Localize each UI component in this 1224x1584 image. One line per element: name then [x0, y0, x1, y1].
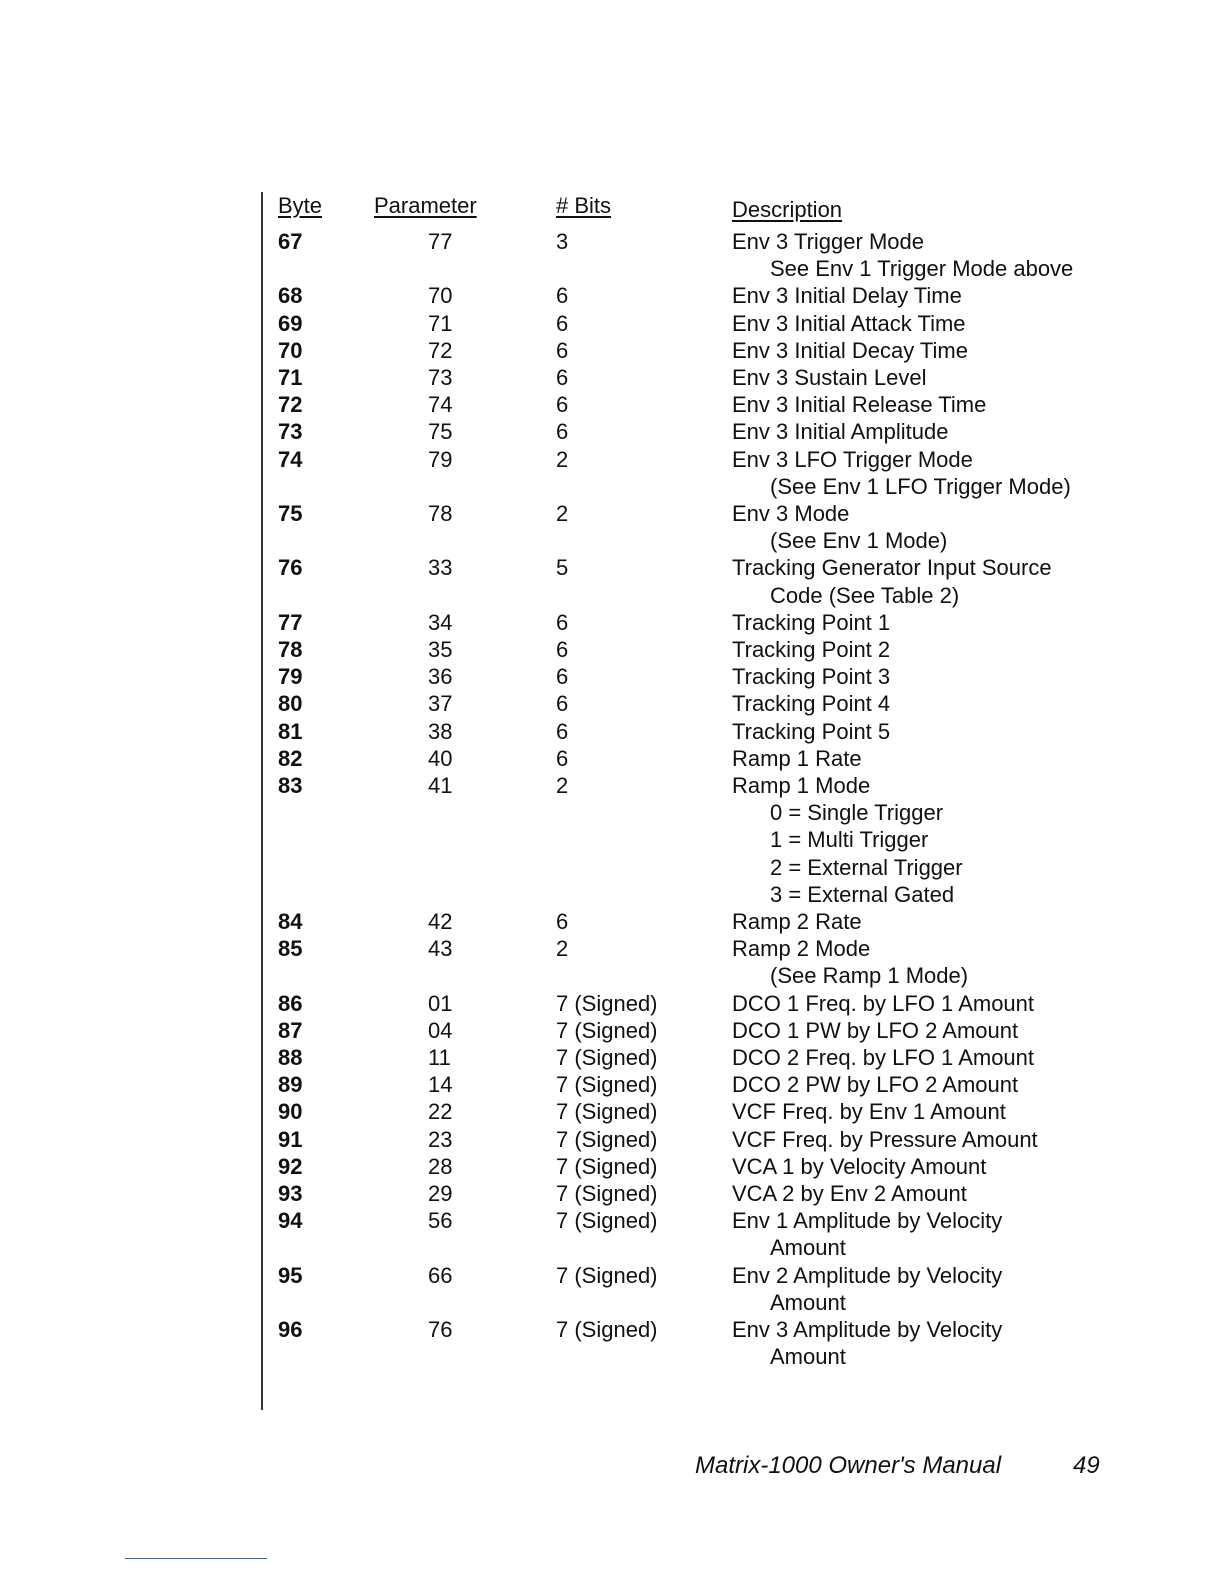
- description-text: Env 3 LFO Trigger Mode: [732, 446, 973, 472]
- byte-cell: 92: [278, 1153, 303, 1179]
- description-note: Code (See Table 2): [770, 582, 960, 608]
- description-cell: [732, 1098, 1006, 1125]
- description-text: VCA 2 by Env 2 Amount: [732, 1181, 967, 1206]
- bits-cell: 7 (Signed): [556, 1181, 658, 1206]
- parameter-cell: 14: [428, 1072, 453, 1098]
- description-text: VCF Freq. by Env 1 Amount: [732, 1099, 1006, 1125]
- byte-cell: 83: [278, 773, 303, 798]
- description-cell: [732, 690, 890, 717]
- bits-cell: 7 (Signed): [556, 1045, 658, 1070]
- description-cell: [732, 1180, 967, 1207]
- description-cell: [732, 1126, 1038, 1153]
- description-cell: [732, 636, 890, 663]
- header-bits: # Bits: [556, 193, 612, 218]
- parameter-cell: 71: [428, 310, 453, 336]
- bits-cell: 7 (Signed): [556, 990, 658, 1016]
- description-cell: [732, 500, 947, 554]
- parameter-cell: 34: [428, 609, 453, 635]
- description-text: Tracking Generator Input Source: [732, 555, 1052, 581]
- byte-cell: 71: [278, 365, 303, 390]
- description-text: Env 3 Amplitude by Velocity: [732, 1317, 1003, 1342]
- parameter-cell: 70: [428, 283, 453, 309]
- parameter-cell: 56: [428, 1208, 453, 1234]
- description-text: Env 3 Initial Release Time: [732, 392, 987, 418]
- description-cell: [732, 1207, 1002, 1261]
- description-text: Ramp 1 Mode: [732, 773, 871, 798]
- byte-cell: 87: [278, 1017, 303, 1043]
- bits-cell: 6: [556, 718, 569, 744]
- description-text: Env 3 Sustain Level: [732, 365, 927, 390]
- bits-cell: 6: [556, 691, 569, 717]
- description-note: 1 = Multi Trigger: [770, 827, 929, 853]
- description-cell: [732, 554, 1052, 608]
- parameter-cell: 79: [428, 446, 453, 472]
- byte-cell: 88: [278, 1045, 303, 1070]
- description-text: Tracking Point 1: [732, 609, 891, 635]
- parameter-cell: 33: [428, 555, 453, 581]
- bits-cell: 7 (Signed): [556, 1072, 658, 1098]
- description-cell: [732, 718, 890, 745]
- description-text: Env 3 Initial Decay Time: [732, 337, 968, 363]
- byte-cell: 91: [278, 1126, 303, 1152]
- byte-cell: 68: [278, 283, 303, 309]
- parameter-cell: 01: [428, 990, 453, 1016]
- header-parameter: Parameter: [374, 193, 477, 218]
- description-note: 2 = External Trigger: [770, 854, 963, 880]
- page-footer: [0, 1452, 1224, 1486]
- description-text: Env 3 Initial Amplitude: [732, 419, 949, 445]
- bits-cell: 6: [556, 337, 569, 363]
- description-note: 3 = External Gated: [770, 881, 955, 907]
- byte-cell: 80: [278, 691, 303, 717]
- bits-cell: 2: [556, 501, 569, 526]
- description-cell: [732, 364, 926, 391]
- byte-cell: 94: [278, 1208, 303, 1234]
- description-text: DCO 1 Freq. by LFO 1 Amount: [732, 990, 1035, 1016]
- description-cell: [732, 310, 966, 337]
- description-cell: [732, 418, 948, 445]
- bits-cell: 7 (Signed): [556, 1099, 658, 1125]
- description-cell: [732, 1262, 1002, 1316]
- parameter-cell: 23: [428, 1126, 453, 1152]
- description-text: Tracking Point 2: [732, 637, 891, 662]
- bits-cell: 7 (Signed): [556, 1262, 658, 1288]
- description-cell: [732, 990, 1034, 1017]
- parameter-cell: 75: [428, 419, 453, 445]
- bits-cell: 7 (Signed): [556, 1126, 658, 1152]
- byte-cell: 95: [278, 1262, 303, 1288]
- byte-cell: 70: [278, 337, 303, 363]
- description-cell: [732, 745, 862, 772]
- parameter-cell: 78: [428, 501, 453, 526]
- bits-cell: 5: [556, 555, 569, 581]
- byte-cell: 89: [278, 1072, 303, 1098]
- description-text: Env 3 Trigger Mode: [732, 229, 924, 254]
- byte-cell: 67: [278, 229, 303, 254]
- description-note: (See Env 1 LFO Trigger Mode): [770, 473, 1071, 499]
- bits-cell: 6: [556, 283, 569, 309]
- parameter-cell: 77: [428, 229, 453, 254]
- description-text: Env 1 Amplitude by Velocity: [732, 1208, 1003, 1234]
- description-note: (See Env 1 Mode): [770, 528, 948, 554]
- description-note: See Env 1 Trigger Mode above: [770, 256, 1074, 282]
- description-note: 0 = Single Trigger: [770, 800, 944, 826]
- footer-title: Matrix-1000 Owner's Manual: [695, 1452, 1002, 1479]
- bits-cell: 6: [556, 365, 569, 390]
- description-text: VCF Freq. by Pressure Amount: [732, 1126, 1038, 1152]
- bits-cell: 6: [556, 609, 569, 635]
- description-note: Amount: [770, 1289, 846, 1315]
- byte-cell: 75: [278, 501, 303, 526]
- bits-cell: 3: [556, 229, 569, 254]
- bits-cell: 6: [556, 419, 569, 445]
- description-cell: [732, 282, 962, 309]
- parameter-cell: 35: [428, 637, 453, 662]
- description-text: Env 3 Initial Delay Time: [732, 283, 962, 309]
- description-text: VCA 1 by Velocity Amount: [732, 1153, 987, 1179]
- bits-cell: 6: [556, 637, 569, 662]
- bits-cell: 7 (Signed): [556, 1317, 658, 1342]
- parameter-cell: 41: [428, 773, 453, 798]
- parameter-cell: 73: [428, 365, 453, 390]
- parameter-cell: 66: [428, 1262, 453, 1288]
- description-text: Ramp 1 Rate: [732, 745, 862, 771]
- byte-cell: 90: [278, 1099, 303, 1125]
- description-text: Env 3 Initial Attack Time: [732, 310, 966, 336]
- description-note: (See Ramp 1 Mode): [770, 963, 969, 989]
- header-byte: Byte: [278, 193, 323, 218]
- description-cell: [732, 391, 986, 418]
- description-text: Ramp 2 Mode: [732, 936, 871, 962]
- description-cell: [732, 772, 963, 908]
- parameter-cell: 29: [428, 1181, 453, 1206]
- byte-cell: 82: [278, 745, 303, 771]
- byte-cell: 96: [278, 1317, 303, 1342]
- bits-cell: 2: [556, 936, 569, 962]
- parameter-cell: 43: [428, 936, 453, 962]
- description-cell: [732, 228, 1073, 282]
- byte-cell: 79: [278, 664, 303, 690]
- parameter-cell: 40: [428, 745, 453, 771]
- byte-cell: 85: [278, 936, 303, 962]
- bits-cell: 6: [556, 310, 569, 336]
- bits-cell: 7 (Signed): [556, 1153, 658, 1179]
- bits-cell: 6: [556, 745, 569, 771]
- description-text: Env 2 Amplitude by Velocity: [732, 1262, 1003, 1288]
- description-cell: [732, 337, 968, 364]
- bits-cell: 2: [556, 446, 569, 472]
- description-cell: [732, 1316, 1002, 1370]
- parameter-cell: 74: [428, 392, 453, 418]
- bits-cell: 2: [556, 773, 569, 798]
- byte-cell: 69: [278, 310, 303, 336]
- byte-cell: 78: [278, 637, 303, 662]
- parameter-cell: 28: [428, 1153, 453, 1179]
- parameter-cell: 04: [428, 1017, 453, 1043]
- bits-cell: 6: [556, 664, 569, 690]
- description-cell: [732, 609, 890, 636]
- description-text: Tracking Point 5: [732, 718, 891, 744]
- byte-cell: 73: [278, 419, 303, 445]
- description-cell: [732, 1153, 986, 1180]
- parameter-cell: 38: [428, 718, 453, 744]
- description-cell: [732, 1017, 1018, 1044]
- parameter-cell: 72: [428, 337, 453, 363]
- description-note: Amount: [770, 1235, 846, 1261]
- parameter-cell: 42: [428, 909, 453, 934]
- description-text: DCO 2 PW by LFO 2 Amount: [732, 1072, 1019, 1098]
- parameter-cell: 36: [428, 664, 453, 690]
- bits-cell: 6: [556, 909, 569, 934]
- page-number: 49: [1073, 1452, 1100, 1479]
- description-note: Amount: [770, 1344, 846, 1370]
- description-text: DCO 2 Freq. by LFO 1 Amount: [732, 1045, 1035, 1070]
- byte-cell: 77: [278, 609, 303, 635]
- byte-cell: 74: [278, 446, 303, 472]
- parameter-cell: 11: [428, 1045, 451, 1070]
- description-cell: [732, 446, 1071, 500]
- description-cell: [732, 1044, 1034, 1071]
- description-cell: [732, 1071, 1018, 1098]
- bottom-rule: [125, 1558, 267, 1559]
- description-text: Tracking Point 3: [732, 664, 891, 690]
- bits-cell: 7 (Signed): [556, 1017, 658, 1043]
- bits-cell: 6: [556, 392, 569, 418]
- parameter-cell: 22: [428, 1099, 453, 1125]
- description-cell: [732, 935, 968, 989]
- description-text: DCO 1 PW by LFO 2 Amount: [732, 1017, 1019, 1043]
- parameter-cell: 37: [428, 691, 453, 717]
- description-cell: [732, 908, 862, 935]
- bits-cell: 7 (Signed): [556, 1208, 658, 1234]
- description-text: Env 3 Mode: [732, 501, 850, 526]
- description-text: Ramp 2 Rate: [732, 909, 862, 934]
- description-cell: [732, 663, 890, 690]
- byte-cell: 81: [278, 718, 303, 744]
- header-description: Description: [732, 197, 843, 222]
- byte-cell: 86: [278, 990, 303, 1016]
- byte-cell: 76: [278, 555, 303, 581]
- byte-cell: 93: [278, 1181, 303, 1206]
- left-margin-rule: [261, 192, 263, 1410]
- byte-cell: 84: [278, 909, 303, 934]
- description-text: Tracking Point 4: [732, 691, 891, 717]
- byte-cell: 72: [278, 392, 303, 418]
- parameter-cell: 76: [428, 1317, 453, 1342]
